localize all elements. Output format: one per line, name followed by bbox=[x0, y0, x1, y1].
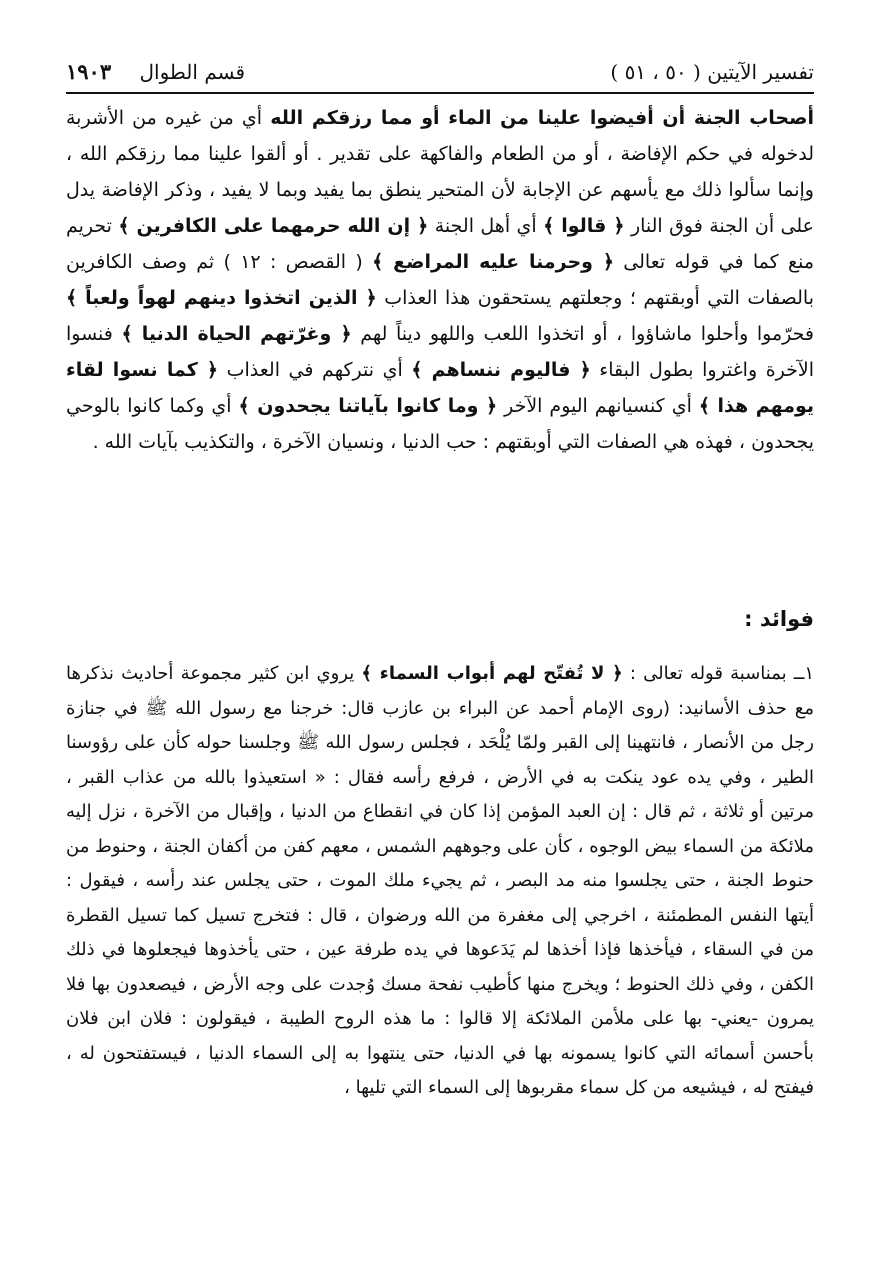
quran-quote: أصحاب الجنة أن أفيضوا علينا من الماء أو مما رزقكم الله bbox=[270, 107, 814, 129]
commentary-text: تحريم منع كما في قوله تعالى bbox=[66, 215, 814, 273]
running-header bbox=[66, 52, 814, 92]
commentary-text: أي نتركهم في العذاب bbox=[218, 359, 412, 381]
header-part-and-page bbox=[66, 52, 245, 92]
commentary-text: فحرّموا وأحلوا ماشاؤوا ، أو اتخذوا اللعب واللهو ديناً لهم bbox=[351, 323, 814, 345]
benefits-section bbox=[66, 647, 814, 1232]
commentary-text: ( القصص : ١٢ ) ثم وصف الكافرين بالصفات التي أوبقتهم ؛ وجعلتهم يستحقون هذا العذاب bbox=[66, 251, 814, 309]
header-title: تفسير الآيتين ( ٥٠ ، ٥١ ) bbox=[610, 60, 814, 84]
quran-quote: ﴿ فاليوم ننساهم ﴾ bbox=[411, 359, 591, 381]
benefits-heading: فوائد : bbox=[744, 607, 814, 631]
commentary-text: أي كنسيانهم اليوم الآخر bbox=[497, 395, 699, 417]
header-rule bbox=[66, 92, 814, 94]
header-part: قسم الطوال bbox=[139, 60, 246, 84]
benefit-text: ١ــ بمناسبة قوله تعالى : bbox=[622, 663, 814, 684]
quran-quote: ﴿ كما نسوا لقاء يومهم هذا ﴾ bbox=[66, 359, 814, 417]
quran-quote: ﴿ لا تُفتّح لهم أبواب السماء ﴾ bbox=[361, 663, 623, 684]
quran-quote: ﴿ الذين اتخذوا دينهم لهواً ولعباً ﴾ bbox=[66, 287, 377, 309]
quran-quote: ﴿ قالوا ﴾ bbox=[543, 215, 625, 237]
commentary-section-1 bbox=[66, 100, 814, 555]
commentary-text: أي من غيره من الأشربة لدخوله في حكم الإفاضة ، أو من الطعام والفاكهة على تقدير . أو ألقوا علينا مما رزقكم الله ، وإنما سألوا ذلك مع يأسهم عن الإجابة لأن المتحير ينطق بما يفيد وبما لا يفيد ، وذكر الإفاضة يدل على أن الجنة فوق النار bbox=[66, 107, 814, 237]
quran-quote: ﴿ إن الله حرمهما على الكافرين ﴾ bbox=[118, 215, 429, 237]
hadith-text: يروي ابن كثير مجموعة أحاديث نذكرها مع حذف الأسانيد: (روى الإمام أحمد عن البراء بن عازب قال: خرجنا مع رسول الله ﷺ في جنازة رجل من الأنصار ، فانتهينا إلى القبر ولمّا يُلْحَد ، فجلس رسول الله ﷺ وجلسنا حوله كأن على رؤوسنا الطير ، وفي يده عود ينكت به في الأرض ، فرفع رأسه فقال : « استعيذوا بالله من عذاب القبر ، مرتين أو ثلاثة ، ثم قال : إن العبد المؤمن إذا كان في انقطاع من الدنيا ، وإقبال من الآخرة ، نزل إليه ملائكة من السماء بيض الوجوه ، كأن على وجوههم الشمس ، معهم كفن من أكفان الجنة ، وحنوط من حنوط الجنة ، حتى يجلسوا منه مد البصر ، ثم يجيء ملك الموت ، حتى يجلس عند رأسه ، فيقول : أيتها النفس المطمئنة ، اخرجي إلى مغفرة من الله ورضوان ، قال : فتخرج تسيل كما تسيل القطرة من في السقاء ، فيأخذها فإذا أخذها لم يَدَعوها في يده طرفة عين ، حتى يأخذوها فيجعلوها في ذلك الكفن ، وفي ذلك الحنوط ؛ ويخرج منها كأطيب نفحة مسك وُجدت على وجه الأرض ، فيصعدون بها فلا يمرون -يعني- بها على ملأمن الملائكة إلا قالوا : ما هذه الروح الطيبة ، فيقولون : فلان ابن فلان بأحسن أسمائه التي كانوا يسمونه بها في الدنيا، حتى ينتهوا به إلى السماء الدنيا ، فيستفتحون له ، فيفتح له ، فيشيعه من كل سماء مقربوها إلى السماء التي تليها ، bbox=[66, 663, 814, 1098]
commentary-text: أي أهل الجنة bbox=[428, 215, 544, 237]
commentary-text: فنسوا الآخرة واغتروا بطول البقاء bbox=[66, 323, 814, 381]
benefit-paragraph bbox=[66, 657, 814, 1106]
quran-quote: ﴿ وحرمنا عليه المراضع ﴾ bbox=[372, 251, 614, 273]
quran-quote: ﴿ وغرّتهم الحياة الدنيا ﴾ bbox=[121, 323, 352, 345]
quran-quote: ﴿ وما كانوا بآياتنا يجحدون ﴾ bbox=[238, 395, 498, 417]
book-page bbox=[66, 52, 814, 1252]
commentary-text: أي وكما كانوا بالوحي يجحدون ، فهذه هي الصفات التي أوبقتهم : حب الدنيا ، ونسيان الآخرة ، والتكذيب بآيات الله . bbox=[66, 395, 814, 453]
page-number: ١٩٠٣ bbox=[66, 59, 112, 84]
commentary-paragraph bbox=[66, 100, 814, 460]
